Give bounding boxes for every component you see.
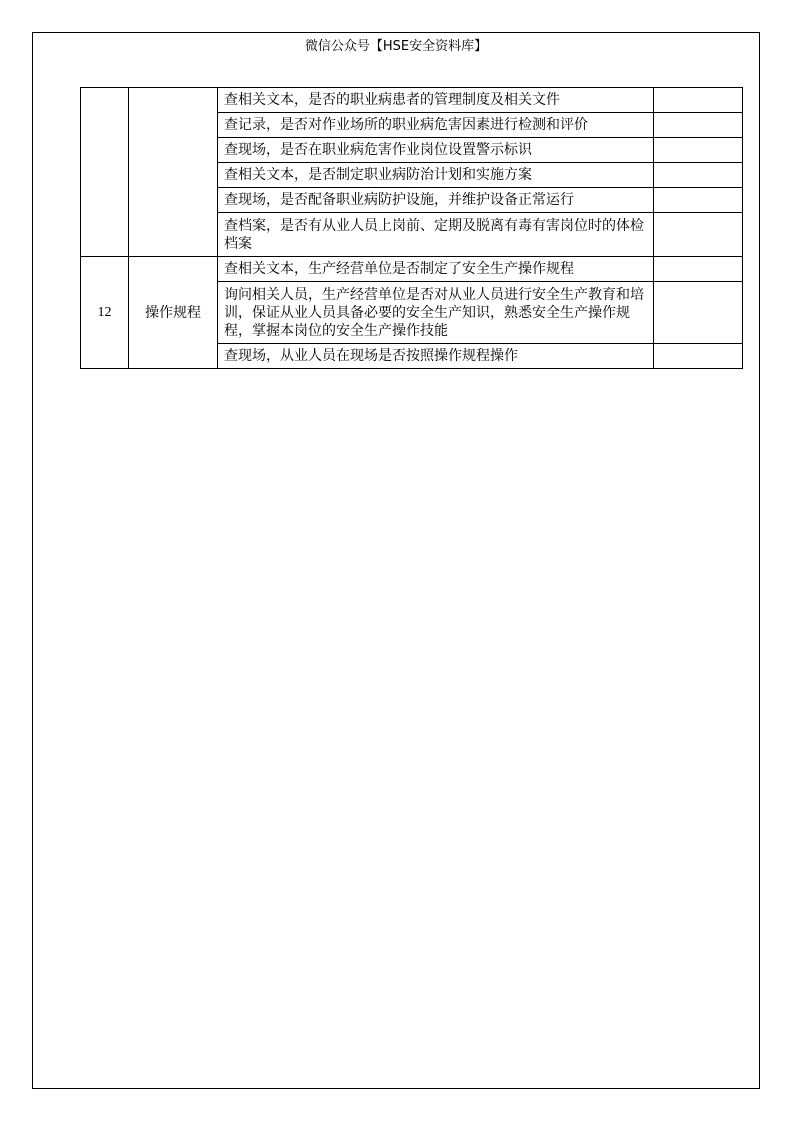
result-cell (654, 113, 743, 138)
table-row (81, 257, 743, 282)
result-cell (654, 188, 743, 213)
inspection-table (80, 87, 743, 369)
table-row (81, 88, 743, 113)
category-cell: 操作规程 (129, 257, 218, 369)
check-item: 查相关文本，是否制定职业病防治计划和实施方案 (218, 163, 654, 188)
result-cell (654, 88, 743, 113)
result-cell (654, 163, 743, 188)
check-item: 查现场，是否配备职业病防护设施，并维护设备正常运行 (218, 188, 654, 213)
category-cell (129, 88, 218, 257)
check-item: 查相关文本，生产经营单位是否制定了安全生产操作规程 (218, 257, 654, 282)
result-cell (654, 257, 743, 282)
item-number-cell (81, 88, 129, 257)
result-cell (654, 344, 743, 369)
check-item: 查现场，从业人员在现场是否按照操作规程操作 (218, 344, 654, 369)
page-header: 微信公众号【HSE安全资料库】 (304, 39, 488, 54)
check-item: 查相关文本，是否的职业病患者的管理制度及相关文件 (218, 88, 654, 113)
check-item: 询问相关人员，生产经营单位是否对从业人员进行安全生产教育和培训，保证从业人员具备必要的安全生产知识，熟悉安全生产操作规程，掌握本岗位的安全生产操作技能 (218, 282, 654, 344)
check-item: 查现场，是否在职业病危害作业岗位设置警示标识 (218, 138, 654, 163)
check-item: 查档案，是否有从业人员上岗前、定期及脱离有毒有害岗位时的体检档案 (218, 213, 654, 257)
check-item: 查记录，是否对作业场所的职业病危害因素进行检测和评价 (218, 113, 654, 138)
item-number-cell: 12 (81, 257, 129, 369)
result-cell (654, 138, 743, 163)
result-cell (654, 213, 743, 257)
result-cell (654, 282, 743, 344)
